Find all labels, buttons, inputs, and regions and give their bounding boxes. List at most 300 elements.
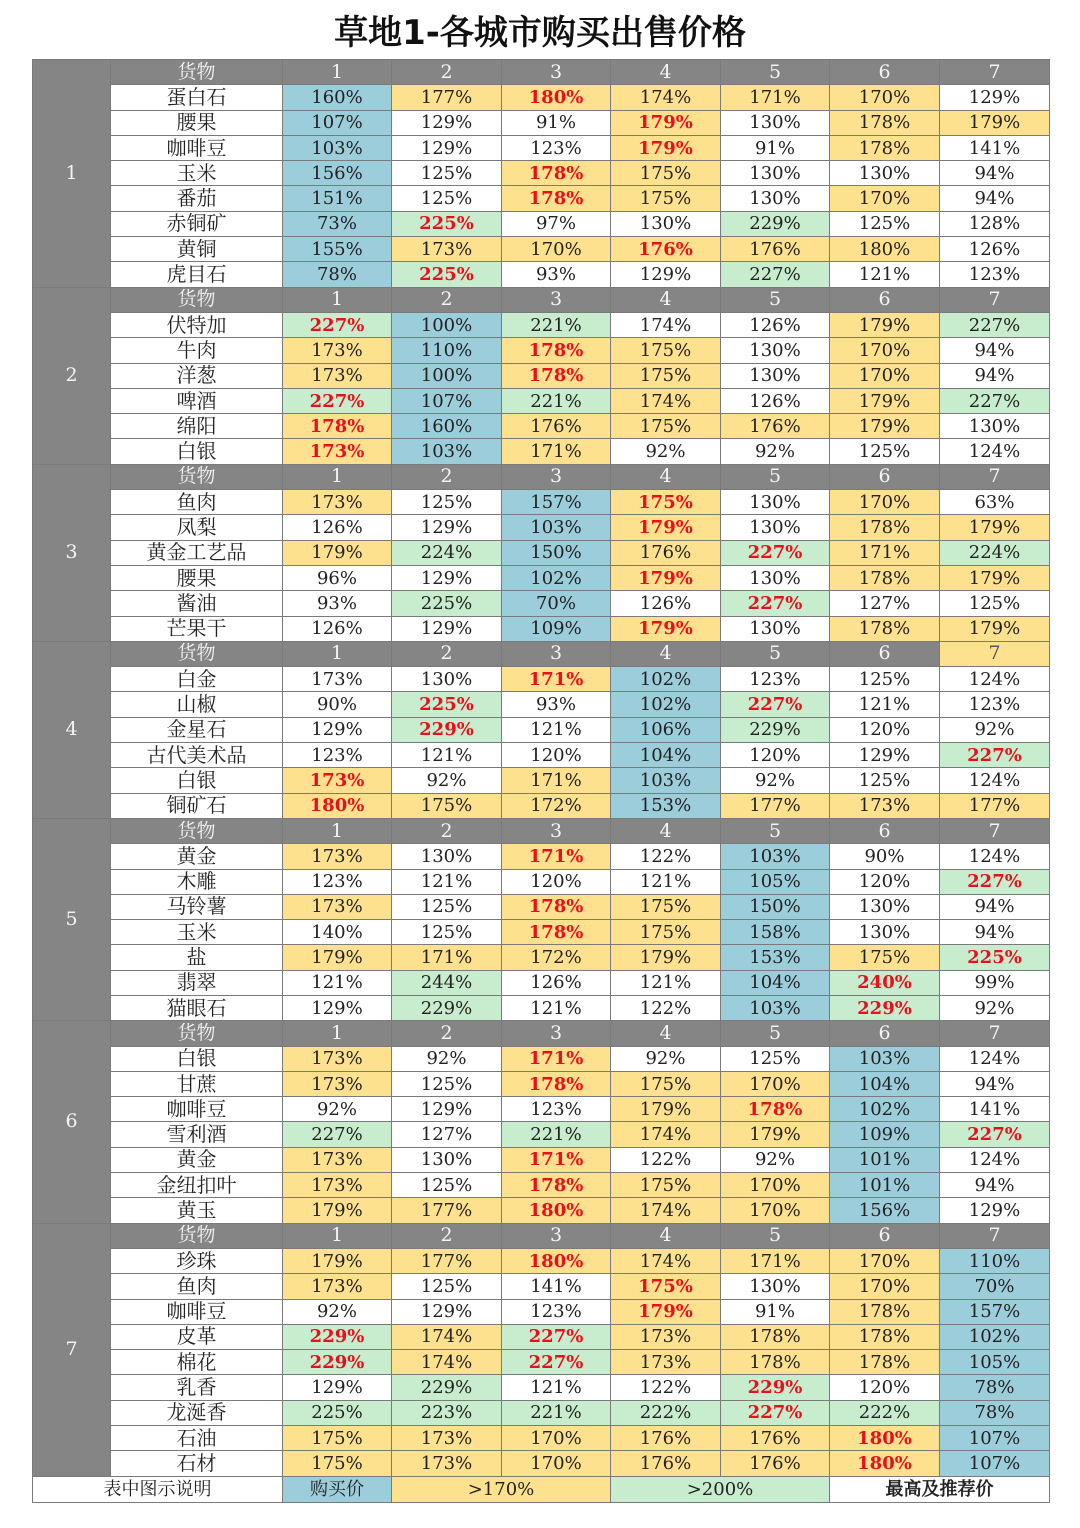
price-cell: 130% — [721, 338, 830, 363]
table-row — [33, 338, 1050, 363]
price-cell: 151% — [283, 186, 392, 211]
price-cell: 179% — [283, 945, 392, 970]
goods-name: 虎目石 — [111, 262, 283, 287]
price-cell: 130% — [392, 667, 502, 692]
price-cell: 179% — [611, 515, 721, 540]
price-cell: 170% — [721, 1198, 830, 1223]
price-cell: 121% — [283, 970, 392, 995]
price-cell: 175% — [611, 414, 721, 439]
price-cell: 227% — [940, 388, 1050, 413]
price-cell: 244% — [392, 970, 502, 995]
price-cell: 179% — [721, 1122, 830, 1147]
price-cell: 141% — [502, 1274, 611, 1299]
price-cell: 102% — [830, 1097, 940, 1122]
price-cell: 175% — [611, 1173, 721, 1198]
price-cell: 102% — [502, 565, 611, 590]
price-cell: 229% — [721, 211, 830, 236]
city-column-header: 3 — [502, 1223, 611, 1248]
price-cell: 104% — [721, 970, 830, 995]
price-cell: 126% — [283, 515, 392, 540]
goods-name: 雪利酒 — [111, 1122, 283, 1147]
price-cell: 173% — [283, 894, 392, 919]
legend-best-price: 最高及推荐价 — [830, 1476, 1050, 1502]
price-cell: 121% — [502, 1375, 611, 1400]
price-cell: 173% — [392, 1451, 502, 1476]
price-cell: 140% — [283, 920, 392, 945]
table-row — [33, 692, 1050, 717]
price-cell: 120% — [830, 717, 940, 742]
goods-name: 盐 — [111, 945, 283, 970]
goods-name: 石油 — [111, 1426, 283, 1451]
price-cell: 174% — [611, 388, 721, 413]
city-column-header: 5 — [721, 287, 830, 312]
price-cell: 121% — [502, 717, 611, 742]
price-cell: 100% — [392, 363, 502, 388]
price-cell: 125% — [392, 161, 502, 186]
price-cell: 175% — [611, 161, 721, 186]
city-column-header: 7 — [940, 1223, 1050, 1248]
price-cell: 177% — [392, 1248, 502, 1273]
city-column-header: 6 — [830, 60, 940, 85]
city-column-header: 3 — [502, 464, 611, 489]
price-cell: 156% — [283, 161, 392, 186]
group-header-row — [33, 1223, 1050, 1248]
city-column-header: 7 — [940, 641, 1050, 666]
price-cell: 178% — [721, 1324, 830, 1349]
price-cell: 93% — [502, 692, 611, 717]
price-cell: 124% — [940, 844, 1050, 869]
price-cell: 124% — [940, 667, 1050, 692]
table-row — [33, 262, 1050, 287]
price-cell: 179% — [611, 945, 721, 970]
price-cell: 90% — [830, 844, 940, 869]
price-cell: 92% — [721, 768, 830, 793]
city-column-header: 6 — [830, 287, 940, 312]
goods-name: 棉花 — [111, 1350, 283, 1375]
table-row — [33, 1274, 1050, 1299]
price-cell: 110% — [940, 1248, 1050, 1273]
price-cell: 178% — [830, 135, 940, 160]
goods-name: 铜矿石 — [111, 793, 283, 818]
price-cell: 173% — [283, 439, 392, 464]
price-cell: 92% — [940, 995, 1050, 1020]
price-cell: 90% — [283, 692, 392, 717]
price-cell: 99% — [940, 970, 1050, 995]
city-column-header: 4 — [611, 60, 721, 85]
price-cell: 129% — [392, 135, 502, 160]
table-row — [33, 186, 1050, 211]
goods-name: 咖啡豆 — [111, 1299, 283, 1324]
price-cell: 130% — [721, 363, 830, 388]
price-cell: 179% — [611, 110, 721, 135]
price-cell: 175% — [611, 1071, 721, 1096]
table-row — [33, 1299, 1050, 1324]
price-cell: 225% — [392, 591, 502, 616]
price-cell: 172% — [502, 793, 611, 818]
price-cell: 129% — [392, 1299, 502, 1324]
price-cell: 127% — [830, 591, 940, 616]
price-cell: 126% — [611, 591, 721, 616]
price-cell: 173% — [283, 1173, 392, 1198]
price-cell: 126% — [283, 616, 392, 641]
price-cell: 171% — [502, 1046, 611, 1071]
price-cell: 92% — [283, 1097, 392, 1122]
price-cell: 130% — [721, 565, 830, 590]
price-cell: 129% — [392, 565, 502, 590]
price-cell: 173% — [283, 1147, 392, 1172]
table-row — [33, 717, 1050, 742]
goods-name: 白银 — [111, 768, 283, 793]
page-title: 草地1-各城市购买出售价格 — [334, 12, 746, 53]
price-cell: 177% — [721, 793, 830, 818]
price-cell: 225% — [392, 211, 502, 236]
city-group-label: 6 — [33, 1021, 111, 1223]
price-cell: 123% — [283, 743, 392, 768]
price-cell: 129% — [283, 995, 392, 1020]
price-cell: 63% — [940, 490, 1050, 515]
price-cell: 157% — [502, 490, 611, 515]
price-cell: 227% — [721, 591, 830, 616]
price-cell: 178% — [830, 565, 940, 590]
price-cell: 123% — [502, 1299, 611, 1324]
price-cell: 229% — [830, 995, 940, 1020]
price-cell: 175% — [611, 1274, 721, 1299]
price-cell: 109% — [502, 616, 611, 641]
price-cell: 123% — [502, 135, 611, 160]
price-cell: 173% — [392, 237, 502, 262]
price-cell: 120% — [502, 869, 611, 894]
price-cell: 106% — [611, 717, 721, 742]
goods-name: 赤铜矿 — [111, 211, 283, 236]
price-cell: 104% — [611, 743, 721, 768]
price-cell: 174% — [611, 312, 721, 337]
price-cell: 229% — [283, 1350, 392, 1375]
price-cell: 130% — [392, 1147, 502, 1172]
price-cell: 92% — [611, 1046, 721, 1071]
city-group-label: 5 — [33, 818, 111, 1020]
table-row — [33, 1173, 1050, 1198]
price-cell: 175% — [392, 793, 502, 818]
price-cell: 153% — [611, 793, 721, 818]
table-row — [33, 439, 1050, 464]
table-row — [33, 667, 1050, 692]
price-cell: 94% — [940, 161, 1050, 186]
goods-name: 黄金 — [111, 1147, 283, 1172]
price-cell: 179% — [830, 414, 940, 439]
price-cell: 176% — [611, 540, 721, 565]
price-cell: 92% — [392, 1046, 502, 1071]
price-cell: 176% — [721, 237, 830, 262]
price-cell: 227% — [940, 869, 1050, 894]
table-row — [33, 616, 1050, 641]
goods-name: 乳香 — [111, 1375, 283, 1400]
price-cell: 121% — [502, 995, 611, 1020]
price-cell: 123% — [940, 262, 1050, 287]
table-row — [33, 1198, 1050, 1223]
price-cell: 178% — [502, 161, 611, 186]
price-cell: 178% — [502, 1071, 611, 1096]
price-cell: 101% — [830, 1147, 940, 1172]
price-cell: 170% — [830, 338, 940, 363]
city-column-header: 3 — [502, 287, 611, 312]
price-cell: 180% — [830, 1426, 940, 1451]
price-cell: 179% — [940, 616, 1050, 641]
price-cell: 176% — [721, 1426, 830, 1451]
price-cell: 92% — [611, 439, 721, 464]
price-cell: 150% — [502, 540, 611, 565]
table-row — [33, 869, 1050, 894]
group-header-row — [33, 641, 1050, 666]
table-row — [33, 1451, 1050, 1476]
goods-name: 黄铜 — [111, 237, 283, 262]
goods-name: 腰果 — [111, 110, 283, 135]
price-cell: 141% — [940, 135, 1050, 160]
goods-name: 凤梨 — [111, 515, 283, 540]
price-cell: 107% — [940, 1426, 1050, 1451]
table-row — [33, 237, 1050, 262]
city-column-header: 6 — [830, 641, 940, 666]
price-cell: 107% — [283, 110, 392, 135]
price-cell: 174% — [611, 1248, 721, 1273]
price-cell: 177% — [940, 793, 1050, 818]
goods-name: 咖啡豆 — [111, 1097, 283, 1122]
table-row — [33, 591, 1050, 616]
price-cell: 225% — [392, 692, 502, 717]
price-cell: 125% — [830, 439, 940, 464]
city-column-header: 3 — [502, 60, 611, 85]
price-cell: 173% — [611, 1324, 721, 1349]
goods-name: 牛肉 — [111, 338, 283, 363]
price-cell: 170% — [502, 1426, 611, 1451]
goods-name: 白金 — [111, 667, 283, 692]
table-row — [33, 515, 1050, 540]
price-cell: 223% — [392, 1400, 502, 1425]
price-cell: 179% — [611, 565, 721, 590]
price-cell: 178% — [830, 616, 940, 641]
price-cell: 125% — [392, 1274, 502, 1299]
price-cell: 174% — [611, 85, 721, 110]
price-cell: 125% — [830, 768, 940, 793]
price-cell: 175% — [611, 338, 721, 363]
city-column-header: 7 — [940, 464, 1050, 489]
price-cell: 175% — [611, 186, 721, 211]
price-cell: 173% — [283, 490, 392, 515]
price-cell: 179% — [283, 1248, 392, 1273]
price-cell: 178% — [721, 1350, 830, 1375]
price-cell: 128% — [940, 211, 1050, 236]
table-row — [33, 85, 1050, 110]
price-cell: 176% — [721, 1451, 830, 1476]
goods-name: 皮革 — [111, 1324, 283, 1349]
goods-name: 金星石 — [111, 717, 283, 742]
price-cell: 170% — [830, 363, 940, 388]
goods-name: 伏特加 — [111, 312, 283, 337]
price-cell: 94% — [940, 363, 1050, 388]
price-cell: 70% — [940, 1274, 1050, 1299]
price-cell: 221% — [502, 312, 611, 337]
price-cell: 170% — [721, 1173, 830, 1198]
price-cell: 129% — [392, 515, 502, 540]
price-cell: 104% — [830, 1071, 940, 1096]
price-cell: 227% — [502, 1350, 611, 1375]
price-cell: 171% — [502, 844, 611, 869]
price-cell: 129% — [940, 85, 1050, 110]
city-column-header: 5 — [721, 818, 830, 843]
city-group-label: 7 — [33, 1223, 111, 1476]
city-column-header: 1 — [283, 1021, 392, 1046]
goods-name: 猫眼石 — [111, 995, 283, 1020]
price-cell: 180% — [830, 1451, 940, 1476]
city-column-header: 2 — [392, 464, 502, 489]
price-cell: 170% — [830, 1274, 940, 1299]
table-row — [33, 565, 1050, 590]
city-column-header: 1 — [283, 818, 392, 843]
price-cell: 105% — [940, 1350, 1050, 1375]
price-cell: 179% — [940, 110, 1050, 135]
price-cell: 125% — [392, 490, 502, 515]
city-column-header: 5 — [721, 60, 830, 85]
price-cell: 126% — [502, 970, 611, 995]
price-cell: 125% — [392, 1173, 502, 1198]
price-cell: 171% — [721, 1248, 830, 1273]
table-row — [33, 1400, 1050, 1425]
price-cell: 229% — [392, 717, 502, 742]
price-cell: 103% — [392, 439, 502, 464]
price-cell: 171% — [392, 945, 502, 970]
price-cell: 96% — [283, 565, 392, 590]
price-cell: 173% — [283, 844, 392, 869]
price-cell: 121% — [392, 869, 502, 894]
city-column-header: 1 — [283, 60, 392, 85]
table-row — [33, 920, 1050, 945]
price-cell: 174% — [392, 1350, 502, 1375]
price-cell: 170% — [721, 1071, 830, 1096]
price-cell: 227% — [721, 540, 830, 565]
price-cell: 180% — [830, 237, 940, 262]
price-cell: 227% — [283, 388, 392, 413]
goods-name: 啤酒 — [111, 388, 283, 413]
price-cell: 124% — [940, 439, 1050, 464]
city-column-header: 2 — [392, 1021, 502, 1046]
city-group-label: 3 — [33, 464, 111, 641]
price-cell: 179% — [940, 565, 1050, 590]
price-cell: 170% — [502, 237, 611, 262]
city-column-header: 4 — [611, 1021, 721, 1046]
price-cell: 102% — [940, 1324, 1050, 1349]
price-cell: 224% — [940, 540, 1050, 565]
price-cell: 173% — [611, 1350, 721, 1375]
price-cell: 109% — [830, 1122, 940, 1147]
price-cell: 178% — [502, 894, 611, 919]
price-cell: 177% — [392, 1198, 502, 1223]
price-cell: 92% — [392, 768, 502, 793]
price-cell: 125% — [940, 591, 1050, 616]
price-cell: 125% — [392, 186, 502, 211]
city-column-header: 7 — [940, 60, 1050, 85]
price-cell: 178% — [830, 515, 940, 540]
price-cell: 153% — [721, 945, 830, 970]
city-column-header: 2 — [392, 1223, 502, 1248]
table-row — [33, 1046, 1050, 1071]
price-cell: 130% — [721, 515, 830, 540]
price-cell: 170% — [830, 186, 940, 211]
price-cell: 121% — [611, 970, 721, 995]
table-row — [33, 970, 1050, 995]
goods-name: 木雕 — [111, 869, 283, 894]
price-cell: 227% — [721, 692, 830, 717]
price-cell: 121% — [611, 869, 721, 894]
goods-header: 货物 — [111, 641, 283, 666]
city-column-header: 6 — [830, 464, 940, 489]
price-cell: 103% — [830, 1046, 940, 1071]
goods-name: 咖啡豆 — [111, 135, 283, 160]
price-cell: 179% — [611, 616, 721, 641]
price-cell: 176% — [721, 414, 830, 439]
price-cell: 227% — [283, 1122, 392, 1147]
price-cell: 141% — [940, 1097, 1050, 1122]
price-cell: 78% — [283, 262, 392, 287]
price-cell: 97% — [502, 211, 611, 236]
price-cell: 221% — [502, 388, 611, 413]
price-cell: 102% — [611, 692, 721, 717]
price-cell: 92% — [721, 1147, 830, 1172]
price-cell: 170% — [830, 85, 940, 110]
price-cell: 173% — [392, 1426, 502, 1451]
goods-name: 玉米 — [111, 920, 283, 945]
table-row — [33, 1426, 1050, 1451]
price-cell: 124% — [940, 1046, 1050, 1071]
price-cell: 129% — [392, 1097, 502, 1122]
price-cell: 173% — [830, 793, 940, 818]
price-cell: 103% — [721, 995, 830, 1020]
city-column-header: 4 — [611, 287, 721, 312]
city-column-header: 4 — [611, 818, 721, 843]
table-row — [33, 312, 1050, 337]
price-cell: 125% — [392, 1071, 502, 1096]
city-column-header: 2 — [392, 60, 502, 85]
price-cell: 78% — [940, 1375, 1050, 1400]
price-cell: 110% — [392, 338, 502, 363]
price-cell: 130% — [830, 894, 940, 919]
price-cell: 229% — [392, 995, 502, 1020]
price-cell: 171% — [502, 439, 611, 464]
price-cell: 130% — [721, 616, 830, 641]
table-row — [33, 1350, 1050, 1375]
price-cell: 94% — [940, 894, 1050, 919]
price-cell: 173% — [283, 768, 392, 793]
table-row — [33, 135, 1050, 160]
table-row — [33, 1071, 1050, 1096]
price-cell: 122% — [611, 995, 721, 1020]
price-cell: 177% — [392, 85, 502, 110]
city-column-header: 7 — [940, 818, 1050, 843]
price-cell: 120% — [502, 743, 611, 768]
goods-name: 绵阳 — [111, 414, 283, 439]
price-cell: 176% — [611, 1426, 721, 1451]
price-cell: 171% — [502, 768, 611, 793]
price-cell: 227% — [721, 262, 830, 287]
goods-name: 山椒 — [111, 692, 283, 717]
table-row — [33, 894, 1050, 919]
goods-name: 黄金工艺品 — [111, 540, 283, 565]
price-cell: 126% — [721, 312, 830, 337]
goods-header: 货物 — [111, 1021, 283, 1046]
price-cell: 225% — [283, 1400, 392, 1425]
price-cell: 179% — [611, 135, 721, 160]
price-cell: 91% — [502, 110, 611, 135]
price-cell: 175% — [611, 920, 721, 945]
price-cell: 130% — [940, 414, 1050, 439]
